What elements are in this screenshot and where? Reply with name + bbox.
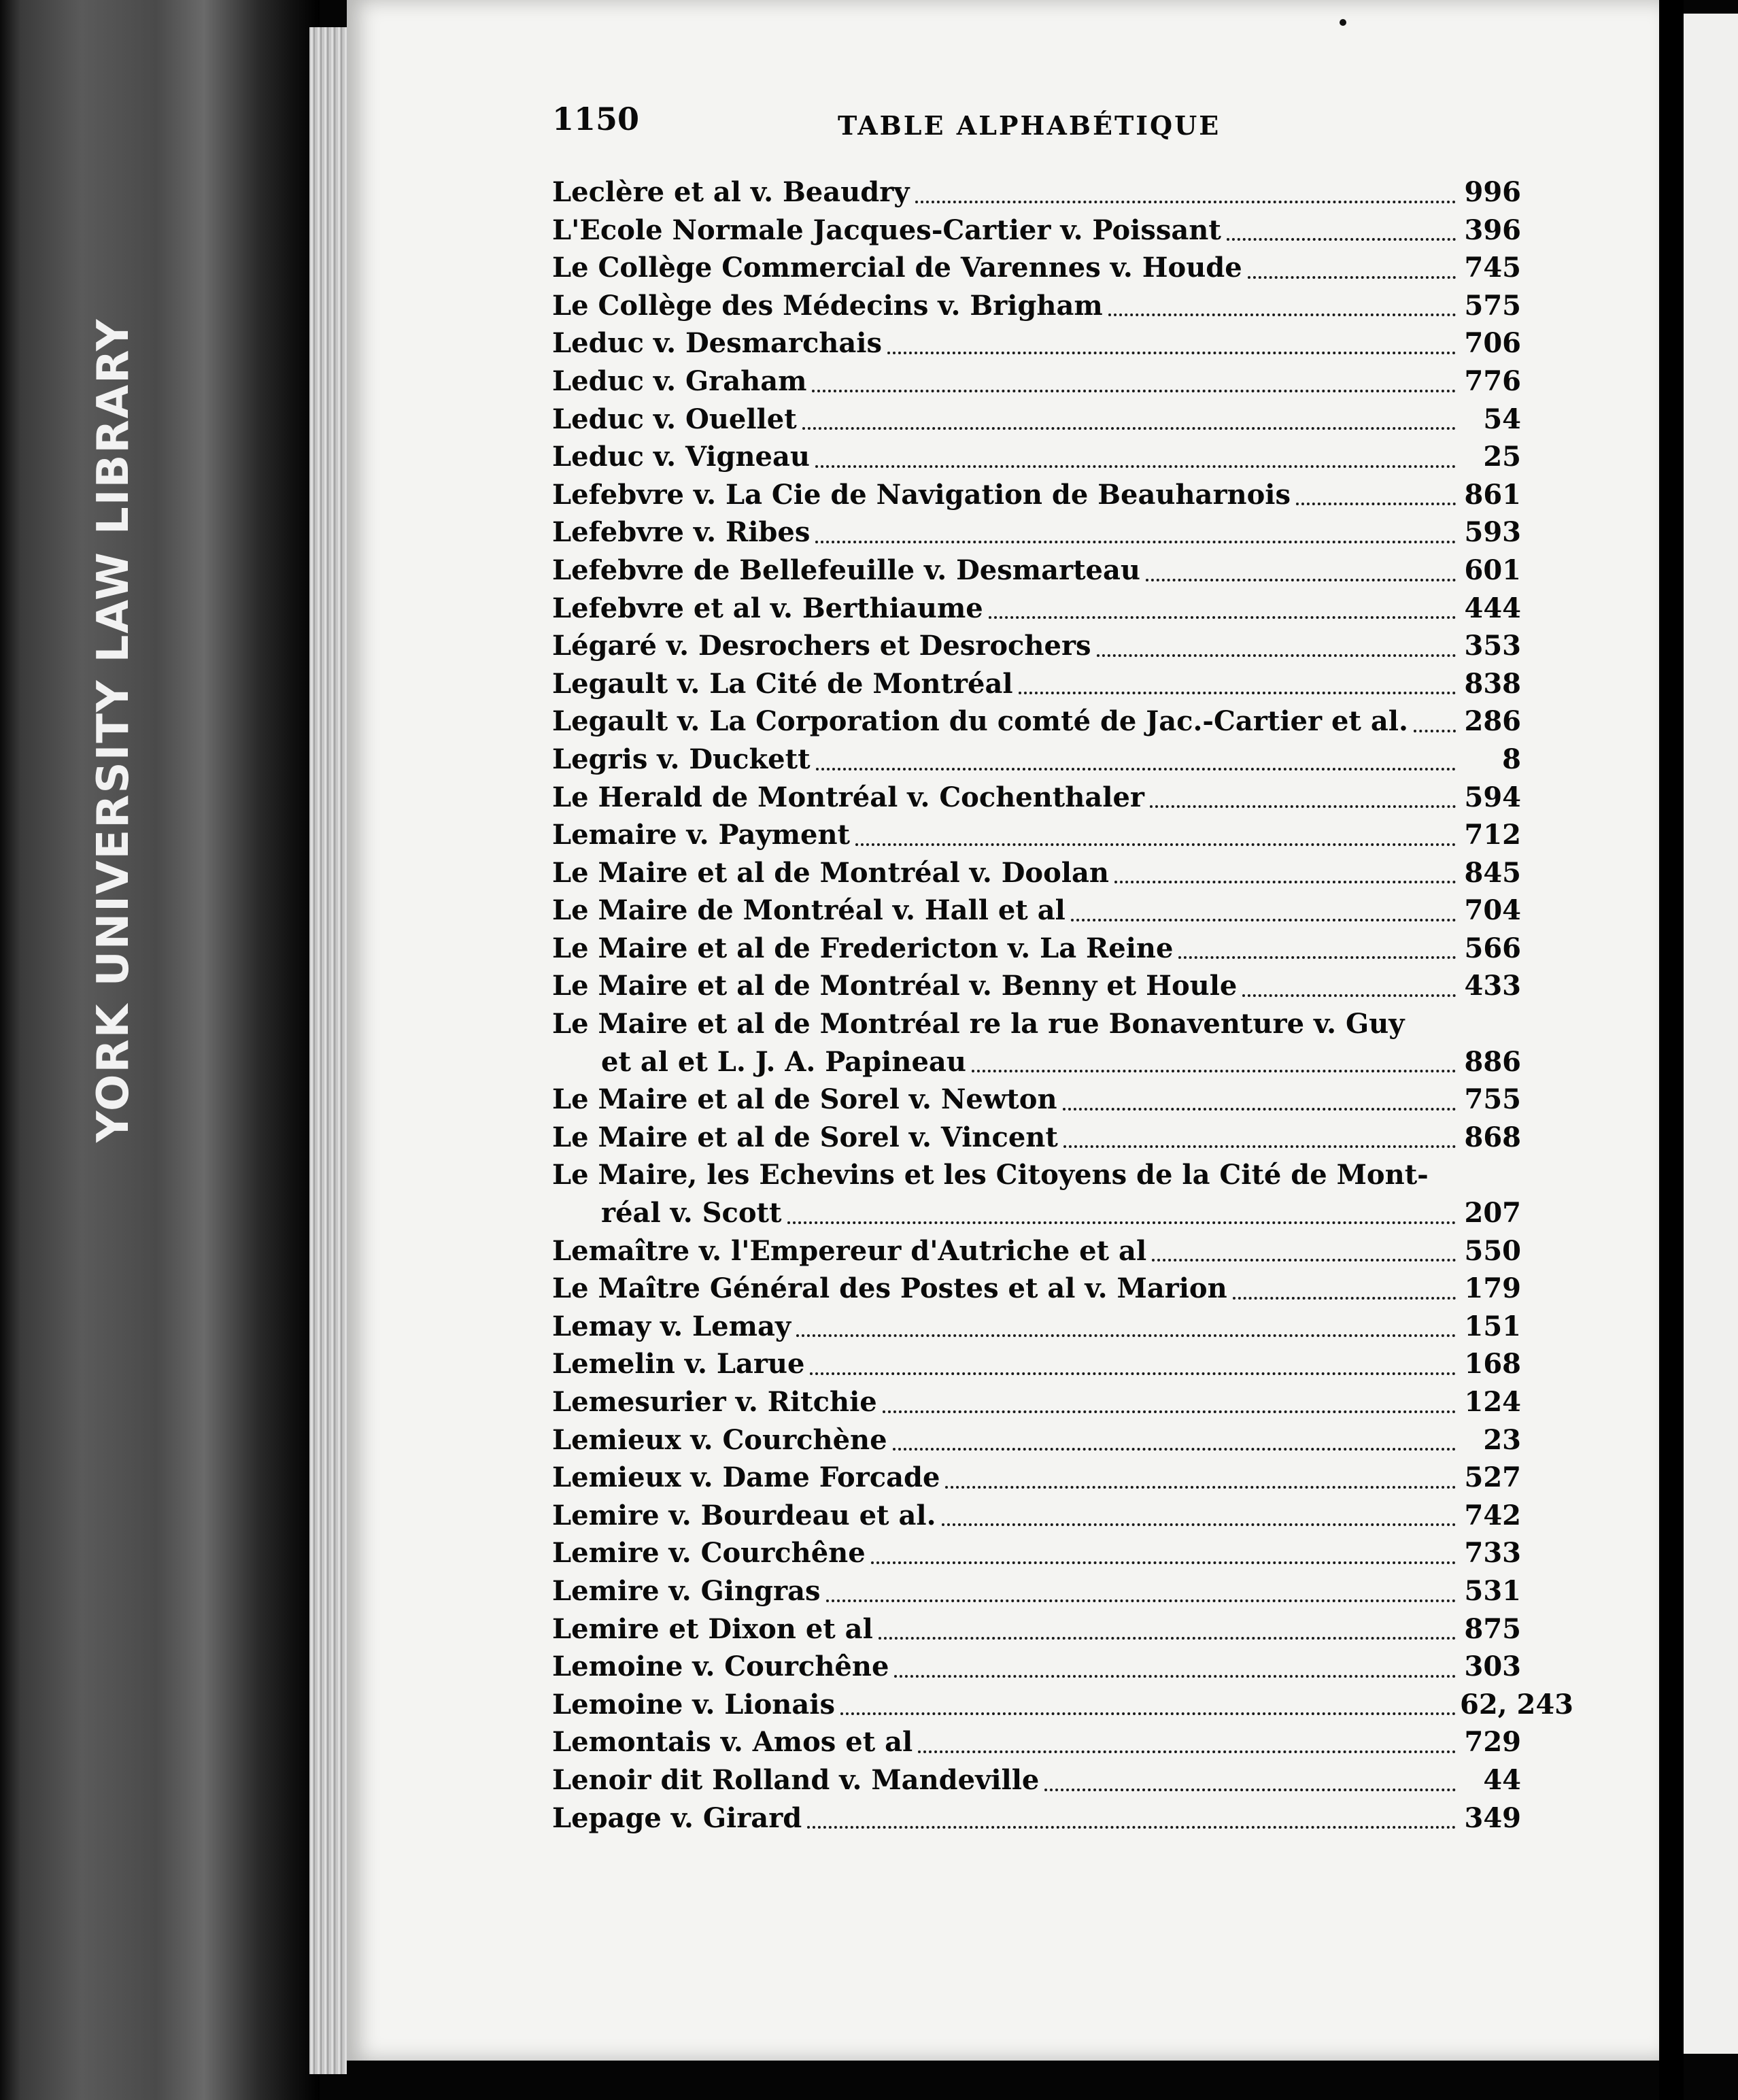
index-entry-page: 433 — [1464, 970, 1521, 1002]
index-entry — [552, 1610, 1521, 1648]
dot-leader — [815, 452, 1456, 468]
index-entry — [552, 1232, 1521, 1270]
dot-leader — [1152, 1245, 1456, 1261]
dot-leader — [1248, 262, 1456, 279]
index-entry-name: Leduc v. Ouellet — [552, 403, 797, 435]
spine-library-stamp: YORK UNIVERSITY LAW LIBRARY — [88, 318, 139, 1142]
index-entry — [552, 702, 1521, 741]
dot-leader — [1044, 1775, 1456, 1791]
index-entry-name: Lemaire v. Payment — [552, 819, 851, 851]
index-entry-page: 742 — [1464, 1499, 1521, 1531]
index-entry-name: Lepage v. Girard — [552, 1801, 802, 1834]
index-entry-page: 868 — [1464, 1121, 1521, 1153]
index-entry-name: Le Maire et al de Montréal v. Doolan — [552, 856, 1109, 889]
dot-leader — [1146, 565, 1456, 581]
index-entry — [552, 892, 1521, 930]
facing-page-edge — [1684, 14, 1738, 2054]
ink-speck — [1340, 19, 1346, 26]
page-header — [552, 101, 1518, 141]
index-entry-name: L'Ecole Normale Jacques-Cartier v. Poissant — [552, 214, 1221, 246]
index-entry — [552, 1799, 1521, 1838]
index-entry-page: 729 — [1464, 1726, 1521, 1759]
index-entry-page: 593 — [1464, 516, 1521, 549]
dot-leader — [796, 1321, 1456, 1337]
index-entry-name: Lemontais v. Amos et al — [552, 1726, 913, 1759]
index-entry — [552, 401, 1521, 439]
index-entry — [552, 1686, 1574, 1724]
index-entry-page: 286 — [1464, 705, 1521, 738]
index-entry-page: 575 — [1464, 289, 1521, 322]
index-entry-name: Lemire v. Bourdeau et al. — [552, 1499, 936, 1531]
dot-leader — [1097, 641, 1456, 657]
index-entry-name: Le Collège Commercial de Varennes v. Houde — [552, 252, 1242, 284]
index-entry-name: Legault v. La Cité de Montréal — [552, 667, 1013, 700]
index-entry — [552, 741, 1521, 779]
index-entry — [552, 816, 1521, 854]
index-entry — [552, 438, 1521, 476]
index-entry-page: 179 — [1464, 1272, 1521, 1305]
index-entry-name: Leclère et al v. Beaudry — [552, 176, 910, 208]
index-entry-name: Le Maire et al de Montréal v. Benny et Houle — [552, 970, 1238, 1002]
dot-leader — [1063, 1094, 1456, 1111]
dot-leader — [1063, 1132, 1456, 1148]
index-entry-page: 776 — [1464, 365, 1521, 397]
index-entry — [552, 930, 1521, 968]
dot-leader — [918, 1737, 1456, 1753]
dot-leader — [810, 1359, 1456, 1375]
index-entry-page: 712 — [1464, 819, 1521, 851]
index-entry-name: Lefebvre et al v. Berthiaume — [552, 592, 983, 624]
index-entry-name: Leduc v. Vigneau — [552, 441, 811, 473]
dot-leader — [807, 1812, 1456, 1829]
index-entry-name: Lefebvre v. Ribes — [552, 516, 811, 549]
index-entry-page: 62, 243 — [1460, 1688, 1574, 1721]
index-entry-name: Lemelin v. Larue — [552, 1348, 805, 1381]
index-entry — [552, 1383, 1521, 1421]
index-entry-continuation: réal v. Scott — [601, 1197, 782, 1230]
index-entry-page: 207 — [1464, 1197, 1521, 1230]
index-entry — [552, 1723, 1521, 1761]
index-entry-page: 745 — [1464, 252, 1521, 284]
index-entry-page: 396 — [1464, 214, 1521, 246]
index-entry — [552, 324, 1521, 362]
index-entry-page: 996 — [1464, 176, 1521, 208]
index-entry — [552, 627, 1521, 665]
dot-leader — [879, 1623, 1456, 1640]
index-entry — [552, 552, 1521, 590]
index-entry — [552, 967, 1521, 1005]
index-entry — [552, 1119, 1521, 1157]
index-entry-page: 353 — [1464, 630, 1521, 662]
index-entry-page: 594 — [1464, 781, 1521, 813]
index-entry-page: 755 — [1464, 1083, 1521, 1116]
dot-leader — [894, 1661, 1456, 1678]
index-entry-name: Légaré v. Desrochers et Desrochers — [552, 630, 1091, 662]
gutter — [1659, 0, 1684, 2100]
index-entry — [552, 1534, 1521, 1572]
dot-leader — [887, 338, 1456, 354]
index-entry-page: 531 — [1464, 1574, 1521, 1607]
index-entry — [552, 1421, 1521, 1459]
dot-leader — [1150, 792, 1456, 808]
dot-leader — [945, 1472, 1456, 1489]
index-entry-name: Le Maire, les Echevins et les Citoyens de la Cité de Mont- — [552, 1159, 1429, 1191]
index-entry-page: 706 — [1464, 327, 1521, 360]
index-entry-name: Leduc v. Desmarchais — [552, 327, 883, 360]
dot-leader — [1071, 905, 1456, 921]
index-entry — [552, 211, 1521, 250]
index-entry-name: Lemoine v. Courchêne — [552, 1650, 889, 1683]
index-entry — [552, 779, 1521, 817]
dot-leader — [1178, 943, 1456, 959]
dot-leader — [840, 1699, 1456, 1715]
index-entry-name: Le Maître Général des Postes et al v. Marion — [552, 1272, 1227, 1305]
index-entry-name: Lenoir dit Rolland v. Mandeville — [552, 1763, 1040, 1796]
index-entry-name: Le Herald de Montréal v. Cochenthaler — [552, 781, 1144, 813]
index-entry-page: 845 — [1464, 856, 1521, 889]
dot-leader — [871, 1548, 1456, 1564]
book-spine — [0, 0, 320, 2100]
dot-leader — [826, 1586, 1456, 1602]
index-entry-name: Lefebvre v. La Cie de Navigation de Beauharnois — [552, 478, 1291, 511]
index-entry — [552, 1648, 1521, 1686]
dot-leader — [812, 376, 1456, 392]
dot-leader — [883, 1397, 1456, 1413]
index-entry — [552, 1081, 1521, 1119]
dot-leader — [855, 830, 1456, 846]
index-entry — [552, 513, 1521, 552]
index-entry-page: 23 — [1483, 1423, 1521, 1456]
page-number: 1150 — [552, 101, 640, 137]
index-entry — [552, 173, 1521, 211]
index-entry — [552, 1345, 1521, 1383]
index-entry-page: 733 — [1464, 1537, 1521, 1570]
running-title: TABLE ALPHABÉTIQUE — [838, 110, 1221, 141]
dot-leader — [1414, 716, 1456, 732]
dot-leader — [1227, 224, 1456, 241]
index-entry — [552, 665, 1521, 703]
index-entry — [552, 1459, 1521, 1497]
dot-leader — [942, 1510, 1456, 1526]
index-entry-name: Lemire et Dixon et al — [552, 1612, 873, 1645]
index-entry-name: Le Maire et al de Montréal re la rue Bonaventure v. Guy — [552, 1008, 1405, 1040]
index-entry — [552, 249, 1521, 287]
index-entry-name: Lemire v. Courchêne — [552, 1537, 866, 1570]
index-entry-name: Lemieux v. Courchène — [552, 1423, 887, 1456]
dot-leader — [893, 1434, 1456, 1451]
index-entry — [552, 1572, 1521, 1610]
index-entry-page: 861 — [1464, 478, 1521, 511]
index-entry — [552, 1194, 1521, 1232]
index-entry-page: 54 — [1483, 403, 1521, 435]
index-entry — [552, 1043, 1521, 1081]
index-entry-name: Lemesurier v. Ritchie — [552, 1386, 877, 1418]
dot-leader — [1114, 867, 1456, 883]
dot-leader — [989, 603, 1456, 619]
index-entry-name: Le Collège des Médecins v. Brigham — [552, 289, 1103, 322]
index-entry — [552, 287, 1521, 325]
index-entry-name: Lefebvre de Bellefeuille v. Desmarteau — [552, 554, 1140, 586]
index-entry-page: 151 — [1464, 1310, 1521, 1342]
dot-leader — [1296, 489, 1456, 505]
index-entry-name: Leduc v. Graham — [552, 365, 807, 397]
index-entry-page: 550 — [1464, 1234, 1521, 1267]
index-entry-name: Le Maire et al de Sorel v. Newton — [552, 1083, 1057, 1116]
index-entry-page: 168 — [1464, 1348, 1521, 1381]
index-entry-page: 303 — [1464, 1650, 1521, 1683]
index-entry-page: 601 — [1464, 554, 1521, 586]
index-entry-name: Le Maire et al de Sorel v. Vincent — [552, 1121, 1058, 1153]
index-entry-page: 566 — [1464, 932, 1521, 964]
index-entry-page: 527 — [1464, 1461, 1521, 1494]
index-entry-page: 704 — [1464, 894, 1521, 927]
index-entry-name: Lemire v. Gingras — [552, 1574, 821, 1607]
dot-leader — [816, 754, 1456, 770]
dot-leader — [1108, 300, 1456, 316]
index-entry-page: 8 — [1502, 743, 1521, 775]
index-entry — [552, 1761, 1521, 1799]
index-entry-page: 444 — [1464, 592, 1521, 624]
index-entry-page: 124 — [1464, 1386, 1521, 1418]
index-entry-name: Lemoine v. Lionais — [552, 1688, 836, 1721]
index-entry-name: Lemaître v. l'Empereur d'Autriche et al — [552, 1234, 1147, 1267]
index-entry — [552, 1270, 1521, 1308]
dot-leader — [1242, 981, 1456, 997]
index-entry-page: 44 — [1483, 1763, 1521, 1796]
dot-leader — [787, 1208, 1456, 1224]
dot-leader — [815, 527, 1456, 543]
index-entry — [552, 476, 1521, 514]
dot-leader — [915, 187, 1456, 203]
index-entry — [552, 854, 1521, 892]
dot-leader — [802, 413, 1456, 430]
index-entry-name: Le Maire et al de Fredericton v. La Reine — [552, 932, 1174, 964]
index-entry-page: 25 — [1483, 441, 1521, 473]
index-entry-page: 349 — [1464, 1801, 1521, 1834]
index-entry-page: 875 — [1464, 1612, 1521, 1645]
index-entry-name: Lemieux v. Dame Forcade — [552, 1461, 940, 1494]
index-entry-name: Legris v. Duckett — [552, 743, 811, 775]
index-entry-name: Lemay v. Lemay — [552, 1310, 791, 1342]
index-entry-name: Le Maire de Montréal v. Hall et al — [552, 894, 1066, 927]
index-entry — [552, 362, 1521, 401]
index-entry-continuation: et al et L. J. A. Papineau — [601, 1045, 966, 1078]
index-entry — [552, 1497, 1521, 1535]
dot-leader — [1019, 678, 1456, 694]
index-entry — [552, 1308, 1521, 1346]
index-entries — [552, 173, 1574, 1837]
index-entry-name: Legault v. La Corporation du comté de Jac.-Cartier et al. — [552, 705, 1408, 738]
dot-leader — [972, 1056, 1456, 1072]
index-entry-page: 838 — [1464, 667, 1521, 700]
page-edges — [309, 27, 347, 2074]
dot-leader — [1233, 1283, 1456, 1300]
index-entry-page: 886 — [1464, 1045, 1521, 1078]
index-entry — [552, 590, 1521, 628]
